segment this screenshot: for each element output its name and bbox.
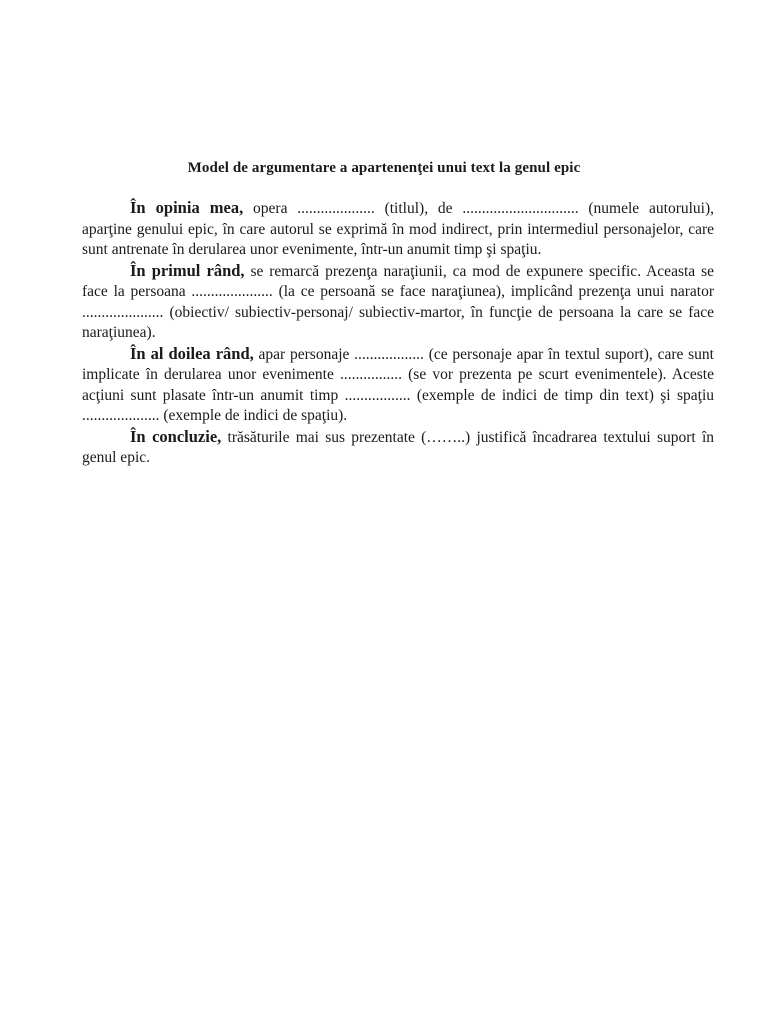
document-title: Model de argumentare a apartenenţei unui text la genul epic xyxy=(187,160,581,176)
paragraph-text: trăsăturile mai sus prezentate (……..) justifică încadrarea textului suport în genul epic. xyxy=(82,428,715,466)
paragraph-conclusion xyxy=(82,427,714,469)
paragraph-lead: În opinia mea, xyxy=(130,198,244,217)
paragraph-lead: În primul rând, xyxy=(130,260,245,280)
paragraph-text: opera .................... (titlul), de .............................. (numele autorului), aparţine genului epic, în care autorul se exprimă în mod indirect, prin intermediul personajelor, care sunt antrenate în derularea unor evenimente, într-un anumit timp şi spaţiu. xyxy=(82,200,715,258)
paragraph-lead: În concluzie, xyxy=(130,426,222,446)
paragraph-first-point xyxy=(82,261,714,344)
paragraph-text: apar personaje .................. (ce personaje apar în textul suport), care sunt implicate în derularea unor evenimente ................ (se vor prezenta pe scurt evenimentele). Aceste acţiuni sunt plasate într-un anumit timp ................. (exemple de indici de timp din text) şi spaţiu .................... (exemple de indici de spaţiu). xyxy=(82,345,714,424)
paragraph-text: se remarcă prezenţa naraţiunii, ca mod de expunere specific. Aceasta se face la persoana ..................... (la ce persoană se face naraţiunea), implicând prezenţa unui narator ..................... (obiectiv/ subiectiv-personaj/ subiectiv-martor, în funcţie de persoana la care se face naraţiunea). xyxy=(82,262,714,341)
document-body xyxy=(82,198,714,469)
paragraph-second-point xyxy=(82,344,714,427)
paragraph-opinion xyxy=(82,198,714,261)
paragraph-lead: În al doilea rând, xyxy=(130,343,254,363)
